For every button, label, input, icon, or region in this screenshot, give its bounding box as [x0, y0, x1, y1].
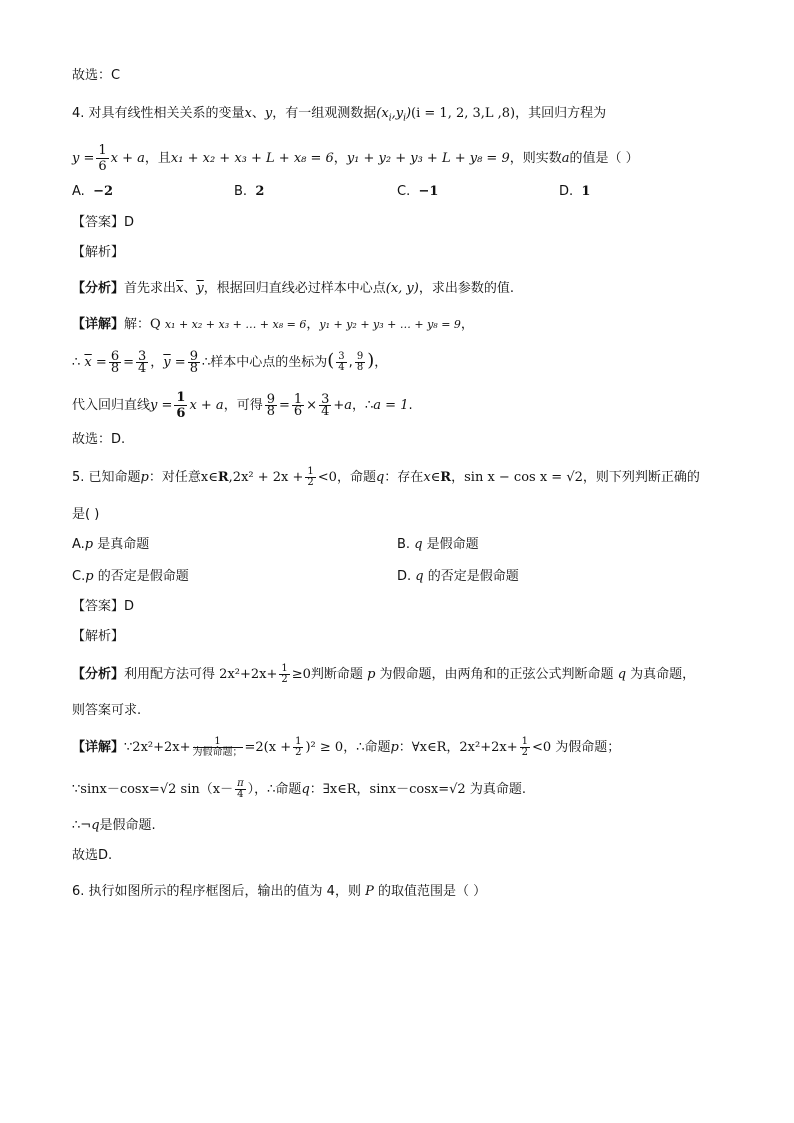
- q5-detail-line1: 【详解】∵2x²+2x+ $\frac{1}{\text{为假命题；}}$ =2(x + $\frac{1}{2}$ )² ≥ 0，∴命题p：∀x∈R，2x²+2x+ $\frac{1}{2}$ <0 为假命题；: [72, 736, 621, 758]
- q5-option-c: C.p 的否定是假命题: [72, 569, 189, 584]
- q5-option-d: D. q 的否定是假命题: [397, 569, 519, 584]
- q5-analysis-tag: 【解析】: [72, 629, 125, 644]
- q5-detail-line3: ∴¬q是假命题.: [72, 818, 156, 833]
- q6-stem-line: 6. 执行如图所示的程序框图后，输出的值为 4，则 P 的取值范围是（ ）: [72, 884, 487, 899]
- q4-option-d: D. 1: [559, 184, 591, 199]
- q4-option-b: B. 2: [234, 184, 265, 199]
- q5-stem-line1: 5. 已知命题p：对任意x∈R,2x² + 2x + $\frac{1}{2}$ <0，命题q：存在x∈R，sin x − cos x = √2，则下列判断正确的: [72, 466, 700, 488]
- q5-fenxi-line1: 【分析】利用配方法可得 2x²+2x+ $\frac{1}{2}$ ≥0判断命题 p 为假命题，由两角和的正弦公式判断命题 q 为真命题，: [72, 663, 696, 685]
- q4-detail-line2: ∴ $\overline{x}$ = $\frac{6}{8}$ = $\frac{3}{4}$ ，$\overline{y}$ = $\frac{9}{8}$ ∴样本中心点的坐标为( $\frac{3}{4}$ , $\frac{9}{8}$ )，: [72, 349, 388, 376]
- q5-answer-line: 故选D.: [72, 848, 113, 863]
- q4-stem-line2: y = $\frac{1}{6}$ x + a，且x₁ + x₂ + x₃ + L + x₈ = 6，y₁ + y₂ + y₃ + L + y₈ = 9，则实数a的值是（ ）: [72, 143, 639, 174]
- q4-detail-line1: 【详解】解：Q x₁ + x₂ + x₃ + … + x₈ = 6，y₁ + y₂ + y₃ + … + y₈ = 9，: [72, 317, 474, 332]
- q4-answer-line: 故选：D.: [72, 432, 126, 447]
- q4-fenxi-line: 【分析】首先求出$\overline{x}$、$\overline{y}$，根据回归直线必过样本中心点(x, y)，求出参数的值.: [72, 281, 514, 296]
- q5-fenxi-line2: 则答案可求.: [72, 703, 142, 718]
- q4-analysis-tag: 【解析】: [72, 245, 125, 260]
- q5-answer-tag: 【答案】D: [72, 599, 135, 614]
- q4-detail-line3: 代入回归直线y = $\frac{1}{6}$ x + a，可得 $\frac{9}{8}$ = $\frac{1}{6}$ × $\frac{3}{4}$ +a，∴a = 1.: [72, 390, 413, 421]
- q4-option-c: C. −1: [397, 184, 439, 199]
- q3-answer-line: 故选：C: [72, 68, 121, 83]
- q4-answer-tag: 【答案】D: [72, 215, 135, 230]
- q5-stem-line2: 是( ): [72, 507, 100, 522]
- q5-detail-line2: ∵sinx－cosx=√2 sin（x－ $\frac{\pi}{4}$ ），∴命题q：∃x∈R，sinx－cosx=√2 为真命题.: [72, 778, 526, 800]
- q5-option-b: B. q 是假命题: [397, 537, 479, 552]
- q5-option-a: A.p 是真命题: [72, 537, 150, 552]
- q4-option-a: A. −2: [72, 184, 114, 199]
- q4-stem-line1: 4. 对具有线性相关关系的变量x、y，有一组观测数据$(x_i,y_i)(i = 1$, 2, 3,L ,8)，其回归方程为: [72, 106, 607, 124]
